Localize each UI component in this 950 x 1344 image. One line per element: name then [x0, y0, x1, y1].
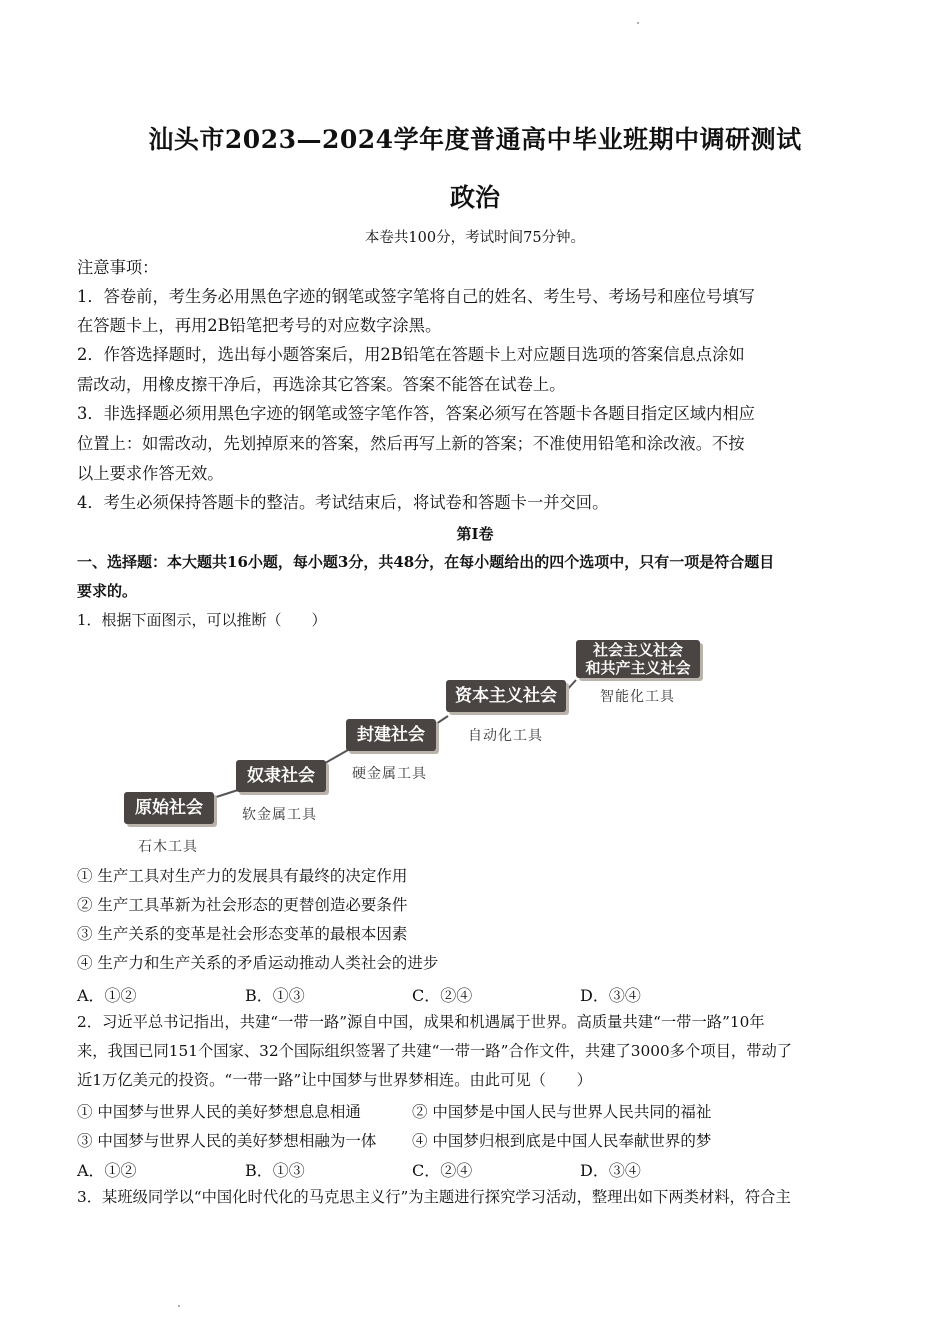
q2-option-b: B．①③ — [245, 1161, 305, 1180]
stage-box-slave: 奴隶社会 — [236, 760, 326, 792]
section-instructions: 一、选择题：本大题共16小题，每小题3分，共48分，在每小题给出的四个选项中，只有一项是符合题目 — [77, 553, 775, 571]
exam-info: 本卷共100分，考试时间75分钟。 — [364, 230, 586, 246]
notice-line: 1．答卷前，考生务必用黑色字迹的钢笔或签字笔将自己的姓名、考生号、考场号和座位号填写 — [77, 287, 755, 306]
stage-tool-slave: 软金属工具 — [242, 807, 317, 823]
stage-box-capitalist: 资本主义社会 — [446, 680, 566, 712]
stage-tool-socialist: 智能化工具 — [600, 689, 675, 705]
exam-title: 汕头市2023—2024学年度普通高中毕业班期中调研测试 — [148, 125, 802, 154]
stage-box-primitive: 原始社会 — [124, 792, 214, 824]
q1-statement: ② 生产工具革新为社会形态的更替创造必要条件 — [77, 896, 408, 914]
q2-option-c: C．②④ — [412, 1161, 473, 1180]
stage-box-feudal: 封建社会 — [346, 719, 436, 751]
q2-stem-line: 2．习近平总书记指出，共建“一带一路”源自中国，成果和机遇属于世界。高质量共建“一带一路”10年 — [77, 1013, 765, 1031]
q1-option-a: A．①② — [77, 986, 137, 1005]
q1-option-b: B．①③ — [245, 986, 305, 1005]
section-instructions-cont: 要求的。 — [77, 582, 138, 600]
scan-dot — [637, 22, 639, 24]
q1-option-c: C．②④ — [412, 986, 473, 1005]
notice-line: 需改动，用橡皮擦干净后，再选涂其它答案。答案不能答在试卷上。 — [77, 375, 566, 394]
stage-tool-feudal: 硬金属工具 — [352, 766, 427, 782]
notice-line: 2．作答选择题时，选出每小题答案后，用2B铅笔在答题卡上对应题目选项的答案信息点涂如 — [77, 345, 745, 364]
stage-label-socialist: 社会主义社会 — [592, 641, 683, 659]
stage-label-communist: 和共产主义社会 — [585, 659, 691, 677]
stage-box-socialist — [576, 640, 700, 678]
q1-stem: 1．根据下面图示，可以推断（ ） — [77, 611, 327, 629]
notice-line: 4．考生必须保持答题卡的整洁。考试结束后，将试卷和答题卡一并交回。 — [77, 493, 609, 512]
q2-statement: ② 中国梦是中国人民与世界人民共同的福祉 — [412, 1103, 712, 1121]
q2-statement: ③ 中国梦与世界人民的美好梦想相融为一体 — [77, 1132, 377, 1150]
q2-statement: ④ 中国梦归根到底是中国人民奉献世界的梦 — [412, 1132, 712, 1150]
stage-tool-capitalist: 自动化工具 — [468, 728, 543, 744]
notice-line: 在答题卡上，再用2B铅笔把考号的对应数字涂黑。 — [77, 316, 442, 335]
scan-dot — [178, 1305, 180, 1307]
q2-stem-line: 来，我国已同151个国家、32个国际组织签署了共建“一带一路”合作文件，共建了3000多个项目，带动了 — [77, 1042, 793, 1060]
q1-statement: ① 生产工具对生产力的发展具有最终的决定作用 — [77, 867, 408, 885]
q3-stem-line: 3．某班级同学以“中国化时代化的马克思主义行”为主题进行探究学习活动，整理出如下两类材料，符合主 — [77, 1188, 791, 1206]
q1-statement: ③ 生产关系的变革是社会形态变革的最根本因素 — [77, 925, 408, 943]
notice-line: 以上要求作答无效。 — [77, 464, 224, 483]
q2-statement: ① 中国梦与世界人民的美好梦想息息相通 — [77, 1103, 361, 1121]
volume-heading: 第Ⅰ卷 — [456, 525, 494, 543]
society-stages-diagram — [110, 636, 720, 861]
notice-line: 位置上：如需改动，先划掉原来的答案，然后再写上新的答案；不准使用铅笔和涂改液。不按 — [77, 434, 745, 453]
notice-heading: 注意事项： — [77, 258, 159, 277]
q2-option-d: D．③④ — [580, 1161, 641, 1180]
q1-option-d: D．③④ — [580, 986, 641, 1005]
notice-line: 3．非选择题必须用黑色字迹的钢笔或签字笔作答，答案必须写在答题卡各题目指定区域内相应 — [77, 404, 755, 423]
q2-stem-line: 近1万亿美元的投资。“一带一路”让中国梦与世界梦相连。由此可见（ ） — [77, 1071, 592, 1089]
subject-title: 政治 — [449, 183, 500, 212]
stage-tool-primitive: 石木工具 — [138, 839, 198, 855]
q2-option-a: A．①② — [77, 1161, 137, 1180]
q1-statement: ④ 生产力和生产关系的矛盾运动推动人类社会的进步 — [77, 954, 439, 972]
